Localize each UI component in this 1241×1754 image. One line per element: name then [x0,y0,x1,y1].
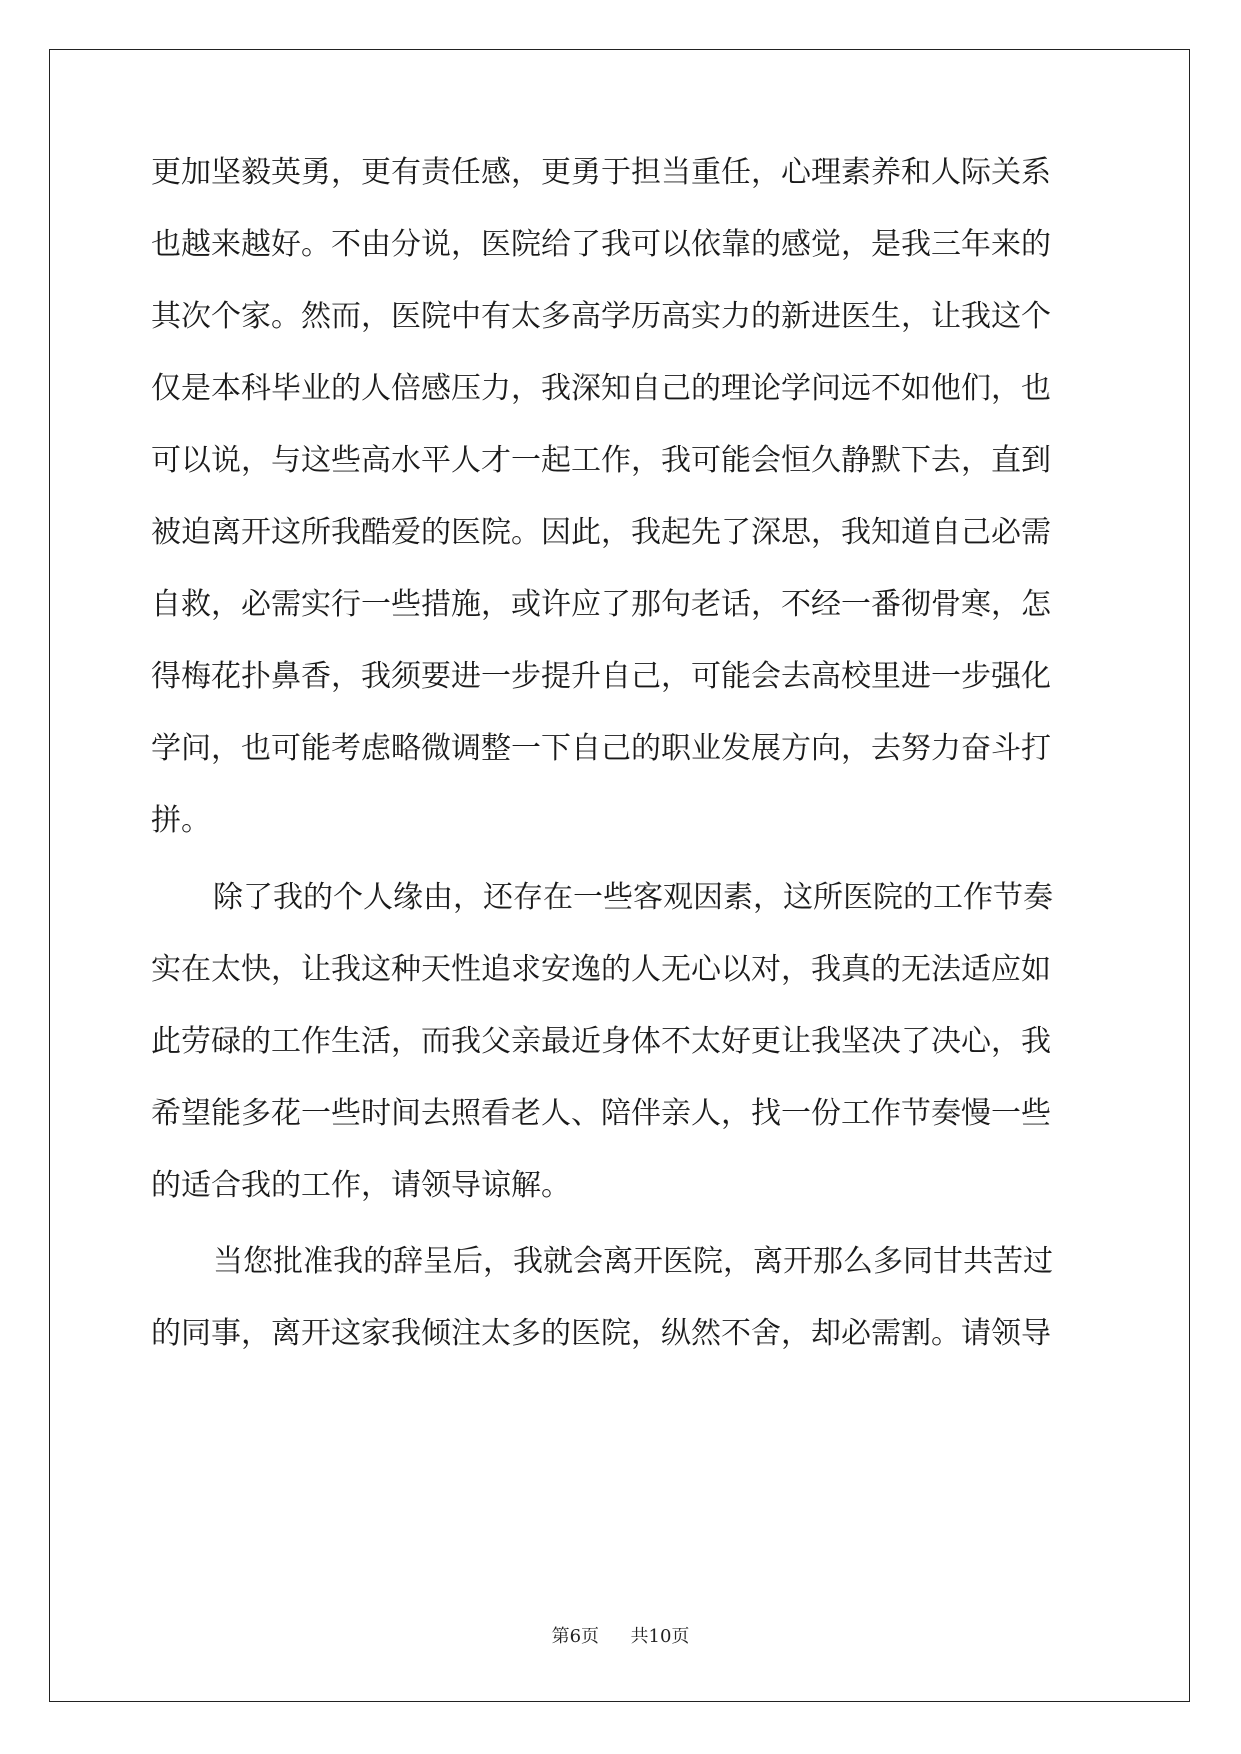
page-number: 第6页 [551,1626,600,1647]
paragraph-start-line: 除了我的个人缘由，还存在一些客观因素，这所医院的工作节奏 [213,880,1053,915]
text-line: 得梅花扑鼻香，我须要进一步提升自己，可能会去高校里进一步强化 [151,659,1051,694]
text-line: 拼。 [151,803,211,838]
page-footer [0,1622,1241,1648]
text-line: 的同事，离开这家我倾注太多的医院，纵然不舍，却必需割。请领导 [151,1316,1051,1351]
text-line: 被迫离开这所我酷爱的医院。因此，我起先了深思，我知道自己必需 [151,515,1051,550]
text-line: 自救，必需实行一些措施，或许应了那句老话，不经一番彻骨寒，怎 [151,587,1051,622]
text-line: 学问，也可能考虑略微调整一下自己的职业发展方向，去努力奋斗打 [151,731,1051,766]
text-line: 希望能多花一些时间去照看老人、陪伴亲人，找一份工作节奏慢一些 [151,1096,1051,1131]
text-line: 其次个家。然而，医院中有太多高学历高实力的新进医生，让我这个 [151,299,1051,334]
paragraph-start-line: 当您批准我的辞呈后，我就会离开医院，离开那么多同甘共苦过 [213,1244,1053,1279]
text-line: 实在太快，让我这种天性追求安逸的人无心以对，我真的无法适应如 [151,952,1051,987]
text-line: 的适合我的工作，请领导谅解。 [151,1168,571,1203]
text-line: 可以说，与这些高水平人才一起工作，我可能会恒久静默下去，直到 [151,443,1051,478]
text-line: 也越来越好。不由分说，医院给了我可以依靠的感觉，是我三年来的 [151,227,1051,262]
text-line: 此劳碌的工作生活，而我父亲最近身体不太好更让我坚决了决心，我 [151,1024,1051,1059]
page-total: 共10页 [630,1626,690,1647]
text-line: 更加坚毅英勇，更有责任感，更勇于担当重任，心理素养和人际关系 [151,155,1051,190]
text-line: 仅是本科毕业的人倍感压力，我深知自己的理论学问远不如他们，也 [151,371,1051,406]
